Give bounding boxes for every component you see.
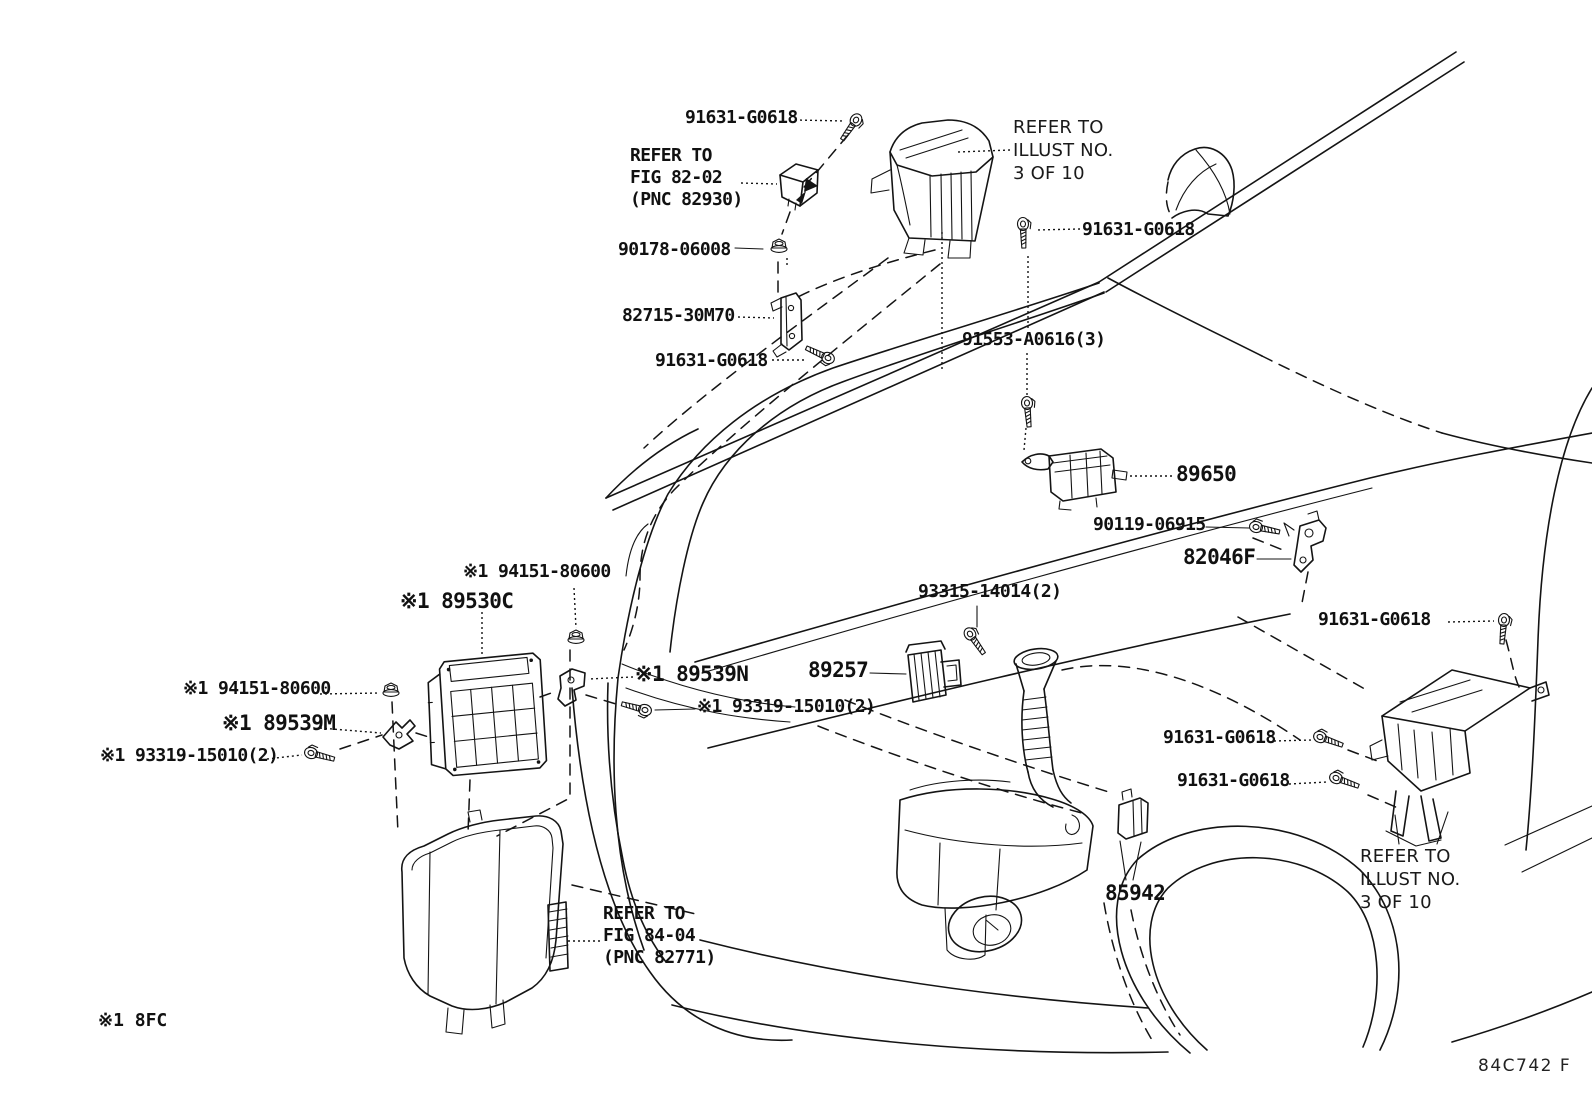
note-line: FIG 82-02 — [630, 167, 723, 188]
part-label-91631-g0618-ecu-lower: 91631-G0618 — [1177, 770, 1290, 791]
part-label-94151-80600-top: ※1 94151-80600 — [463, 561, 611, 582]
engine-control-module — [871, 120, 993, 258]
part-label-89530c: ※1 89530C — [400, 589, 514, 613]
note-line: 3 OF 10 — [1013, 163, 1085, 184]
bracket-89539m — [383, 720, 415, 749]
bolt-icon — [962, 624, 991, 657]
note-line: FIG 84-04 — [603, 925, 696, 946]
leader-lines — [267, 120, 1494, 941]
part-label-93315-14014: 93315-14014(2) — [918, 581, 1062, 602]
part-label-89257: 89257 — [808, 658, 869, 682]
note-line: (PNC 82771) — [603, 947, 716, 968]
note-refer-illust-top — [1013, 116, 1113, 185]
cover-box-8404 — [402, 810, 568, 1034]
assembly-dash-lines — [340, 135, 1519, 915]
note-refer-fig-82-02 — [630, 145, 743, 211]
note-line: REFER TO — [630, 145, 712, 166]
part-label-91631-g0618-cowl: 91631-G0618 — [1082, 219, 1195, 240]
ecu-89530c — [426, 653, 547, 777]
mounting-bracket-82715 — [771, 293, 802, 357]
bolt-icon — [1328, 768, 1361, 791]
footnote-reference-mark: ※1 8FC — [98, 1010, 168, 1031]
note-line: (PNC 82930) — [630, 189, 743, 210]
part-label-85942: 85942 — [1105, 881, 1166, 905]
part-label-94151-80600-left: ※1 94151-80600 — [183, 678, 331, 699]
note-line: REFER TO — [1360, 846, 1451, 867]
note-line: REFER TO — [603, 903, 685, 924]
part-label-82046f: 82046F — [1183, 545, 1256, 569]
bolt-icon — [1248, 518, 1281, 538]
bracket-82046f — [1284, 511, 1326, 572]
part-label-89650: 89650 — [1176, 462, 1237, 486]
note-refer-illust-bottom — [1360, 845, 1460, 914]
bolt-icon — [1312, 727, 1345, 750]
bolt-icon — [1021, 396, 1037, 428]
part-label-91631-g0618-top: 91631-G0618 — [685, 107, 798, 128]
note-line: REFER TO — [1013, 117, 1104, 138]
part-label-93319-15010-mid: ※1 93319-15010(2) — [697, 696, 876, 717]
side-mirror — [1166, 148, 1234, 218]
module-89650 — [1022, 449, 1127, 510]
bolt-icon — [838, 112, 867, 145]
part-label-91553-a0616: 91553-A0616(3) — [962, 329, 1106, 350]
part-label-89539n: ※1 89539N — [635, 662, 749, 686]
note-line: ILLUST NO. — [1013, 140, 1114, 161]
part-label-82715-30m70: 82715-30M70 — [622, 305, 735, 326]
relay-82930 — [780, 164, 818, 210]
part-label-93319-15010-left: ※1 93319-15010(2) — [100, 745, 279, 766]
drawing-code: 84C742 F — [1478, 1056, 1572, 1076]
front-wheel-arch — [1117, 826, 1399, 1053]
part-label-89539m: ※1 89539M — [222, 711, 336, 735]
nut-icon — [568, 630, 584, 643]
part-label-91631-g0618-ecu-upper: 91631-G0618 — [1163, 727, 1276, 748]
note-line: ILLUST NO. — [1360, 869, 1461, 890]
note-line: 3 OF 10 — [1360, 892, 1432, 913]
part-label-90119-06915: 90119-06915 — [1093, 514, 1206, 535]
relay-85942 — [1118, 789, 1148, 839]
bolt-icon — [1496, 613, 1512, 645]
note-refer-fig-84-04 — [603, 903, 716, 969]
nut-icon — [771, 239, 787, 252]
nut-icon — [383, 683, 399, 696]
bolt-icon — [1017, 217, 1032, 248]
bolt-icon — [620, 698, 653, 719]
washer-reservoir — [897, 646, 1093, 959]
right-ecu-assembly — [1370, 670, 1549, 846]
part-label-91631-g0618-right: 91631-G0618 — [1318, 609, 1431, 630]
bolt-icon — [303, 744, 336, 765]
bolt-icon — [803, 343, 836, 368]
part-label-90178-06008: 90178-06008 — [618, 239, 731, 260]
part-label-91631-g0618-bracket: 91631-G0618 — [655, 350, 768, 371]
